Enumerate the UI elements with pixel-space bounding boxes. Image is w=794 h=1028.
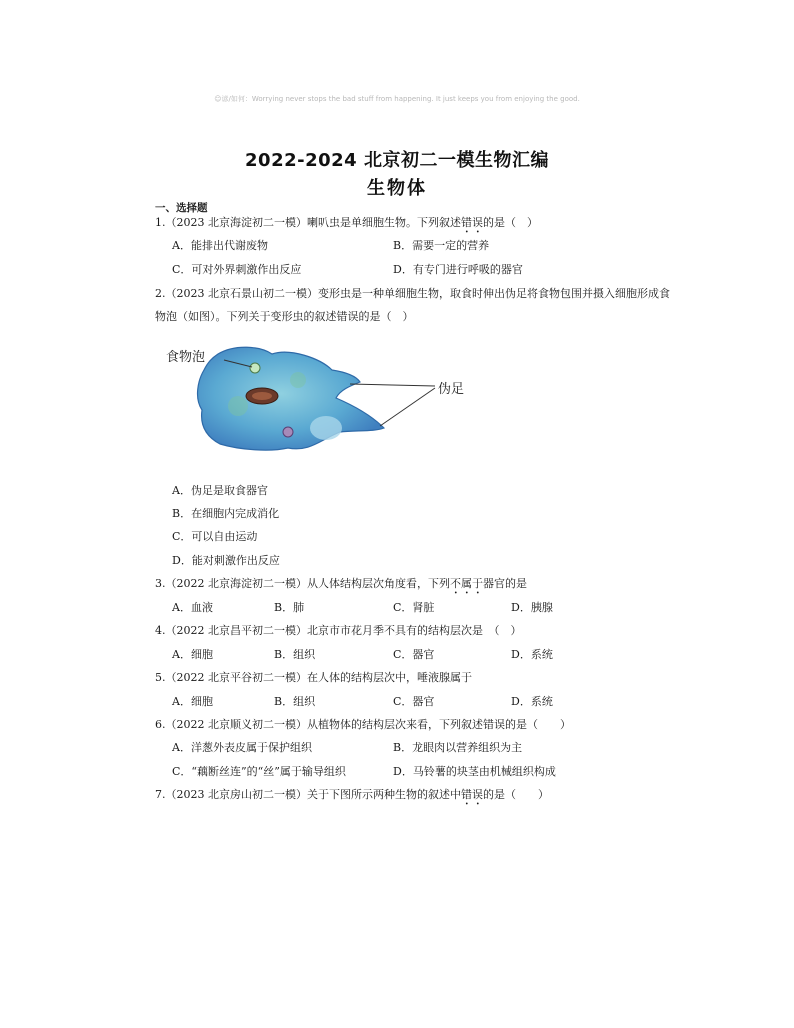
page-title: 2022-2024 北京初二一模生物汇编: [245, 150, 549, 171]
question-4-option-c[interactable]: C．器官: [393, 648, 435, 661]
question-1-stem: 1.（2023 北京海淀初二一模）喇叭虫是单细胞生物。下列叙述错误的是（ ）: [155, 216, 538, 229]
page-subtitle: 生物体: [367, 178, 427, 199]
question-4-option-d[interactable]: D．系统: [511, 648, 553, 661]
question-2-option-d[interactable]: D．能对刺激作出反应: [172, 554, 280, 567]
food-vacuole-label: 食物泡: [166, 350, 206, 365]
question-3-option-a[interactable]: A．血液: [172, 601, 213, 614]
question-6-option-d[interactable]: D．马铃薯的块茎由机械组织构成: [393, 765, 556, 778]
question-1-option-b[interactable]: B．需要一定的营养: [393, 239, 490, 252]
amoeba-figure: [160, 340, 480, 460]
section-heading: 一、选择题: [155, 202, 208, 214]
pseudopod-label: 伪足: [438, 382, 465, 397]
pseudopod-pointer-1: [350, 384, 435, 386]
question-2-option-b[interactable]: B．在细胞内完成消化: [172, 507, 280, 520]
question-3-stem: 3.（2022 北京海淀初二一模）从人体结构层次角度看，下列不属于器官的是: [155, 577, 527, 590]
question-7-stem: 7.（2023 北京房山初二一模）关于下图所示两种生物的叙述中错误的是（ ）: [155, 788, 549, 801]
question-3-option-d[interactable]: D．胰腺: [511, 601, 553, 614]
question-4-stem: 4.（2022 北京昌平初二一模）北京市市花月季不具有的结构层次是 （ ）: [155, 624, 522, 637]
question-2-stem-line-1: 2.（2023 北京石景山初二一模）变形虫是一种单细胞生物，取食时伸出伪足将食物包围并摄入细胞形成食: [155, 287, 670, 300]
question-1-option-a[interactable]: A．能排出代谢废物: [172, 239, 268, 252]
question-3-option-c[interactable]: C．肾脏: [393, 601, 435, 614]
question-6-option-a[interactable]: A．洋葱外表皮属于保护组织: [172, 741, 312, 754]
question-3-option-b[interactable]: B．肺: [274, 601, 305, 614]
question-4-option-a[interactable]: A．细胞: [172, 648, 213, 661]
question-4-option-b[interactable]: B．组织: [274, 648, 316, 661]
food-vacuole: [250, 363, 260, 373]
question-2-stem-line-2: 物泡（如图）。下列关于变形虫的叙述错误的是（ ）: [155, 310, 414, 323]
question-6-option-b[interactable]: B．龙眼肉以营养组织为主: [393, 741, 523, 754]
question-5-option-c[interactable]: C．器官: [393, 695, 435, 708]
question-2-option-c[interactable]: C．可以自由运动: [172, 530, 258, 543]
question-6-option-c[interactable]: C．“藕断丝连”的“丝”属于输导组织: [172, 765, 346, 778]
question-5-option-d[interactable]: D．系统: [511, 695, 553, 708]
question-2-option-a[interactable]: A．伪足是取食器官: [172, 484, 268, 497]
amoeba-illustration: [160, 340, 480, 460]
question-6-stem: 6.（2022 北京顺义初二一模）从植物体的结构层次来看，下列叙述错误的是（ ）: [155, 718, 571, 731]
question-1-option-c[interactable]: C．可对外界刺激作出反应: [172, 263, 302, 276]
question-5-option-a[interactable]: A．细胞: [172, 695, 213, 708]
question-5-option-b[interactable]: B．组织: [274, 695, 316, 708]
question-5-stem: 5.（2022 北京平谷初二一模）在人体的结构层次中，唾液腺属于: [155, 671, 472, 684]
pseudopod-pointer-2: [380, 388, 435, 426]
question-1-option-d[interactable]: D．有专门进行呼吸的器官: [393, 263, 523, 276]
watermark: ☺谚/如何：Worrying never stops the bad stuff from happening. It just keeps you from enjoying the good.: [214, 95, 580, 103]
